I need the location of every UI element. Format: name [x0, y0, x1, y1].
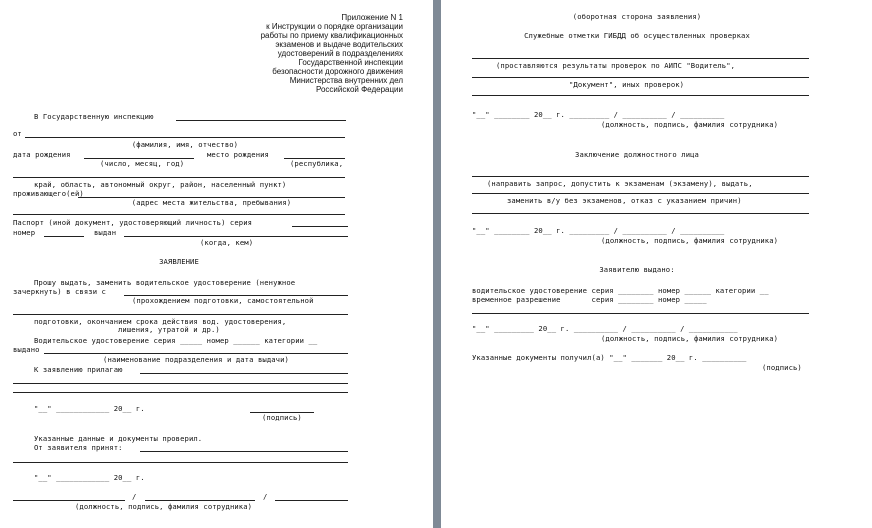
official-name-field[interactable] — [275, 500, 348, 501]
appendix-line: удостоверений в подразделениях — [277, 49, 403, 58]
checked-line-1: Указанные данные и документы проверил. — [34, 434, 203, 443]
passport-issued-hint: (когда, кем) — [200, 238, 254, 247]
checked-line-2: От заявителя принят: — [34, 443, 123, 452]
issued-temp-row: временное разрешение серия ________ номер _____ — [472, 295, 707, 304]
reason-hint-1: (прохождением подготовки, самостоятельной — [132, 296, 314, 305]
conclusion-field-2[interactable] — [472, 193, 809, 194]
appendix-line: Приложение N 1 — [341, 13, 403, 22]
reverse-side-title: (оборотная сторона заявления) — [572, 12, 702, 21]
conclusion-field[interactable] — [472, 176, 809, 177]
checks-hint-1: (проставляются результаты проверок по АИПС "Водитель", — [496, 61, 736, 70]
slash-separator: / — [263, 492, 268, 501]
application-back-page — [441, 0, 872, 528]
fio-field[interactable] — [25, 137, 345, 138]
passport-series-field[interactable] — [292, 226, 348, 227]
from-label: от — [13, 129, 22, 138]
appendix-line: Министерства внутренних дел — [289, 76, 403, 85]
issued-by-field[interactable] — [44, 353, 348, 354]
attached-label: К заявлению прилагаю — [34, 365, 123, 374]
address-hint: (адрес места жительства, пребывания) — [131, 198, 292, 207]
official-position-field[interactable] — [13, 500, 125, 501]
issued-to-title: Заявителю выдано: — [599, 265, 675, 274]
license-series-line: Водительское удостоверение серия _____ номер ______ категории __ — [34, 336, 318, 345]
applicant-date: "__" ____________ 20__ г. — [34, 404, 145, 413]
accepted-by-field-2[interactable] — [13, 462, 348, 463]
issued-official-hint: (должность, подпись, фамилия сотрудника) — [601, 334, 779, 343]
birth-place-field-2[interactable] — [13, 177, 345, 178]
issued-license-row: водительское удостоверение серия ________ номер ______ категории __ — [472, 286, 769, 295]
passport-number-label: номер — [13, 228, 36, 237]
conclusion-official-hint: (должность, подпись, фамилия сотрудника) — [601, 236, 779, 245]
region-hint: край, область, автономный округ, район, населенный пункт) — [34, 180, 287, 189]
attached-field[interactable] — [140, 373, 348, 374]
reason-hint-2: подготовки, окончанием срока действия вод. удостоверения, — [34, 317, 287, 326]
passport-issued-field[interactable] — [124, 236, 348, 237]
conclusion-hint-2: заменить в/у без экзаменов, отказ с указанием причин) — [507, 196, 742, 205]
received-signature-hint: (подпись) — [762, 363, 802, 372]
appendix-line: работы по приему квалификационных — [260, 31, 403, 40]
checks-official-hint: (должность, подпись, фамилия сотрудника) — [601, 120, 779, 129]
fio-hint: (фамилия, имя, отчество) — [131, 140, 239, 149]
service-marks-title: Служебные отметки ГИБДД об осуществленных проверках — [524, 31, 750, 40]
passport-label: Паспорт (иной документ, удостоверяющий личность) серия — [13, 218, 253, 227]
checks-field[interactable] — [472, 58, 809, 59]
to-inspection-label: В Государственную инспекцию — [34, 112, 154, 121]
request-line-1: Прошу выдать, заменить водительское удостоверение (ненужное — [34, 278, 296, 287]
republic-hint: (республика, — [290, 159, 344, 168]
slash-separator: / — [132, 492, 137, 501]
appendix-line: Российской Федерации — [316, 85, 403, 94]
appendix-line: экзаменов и выдаче водительских — [275, 40, 403, 49]
attached-field-3[interactable] — [13, 392, 348, 393]
appendix-line: безопасности дорожного движения — [272, 67, 403, 76]
issued-by-hint: (наименование подразделения и дата выдачи) — [103, 355, 289, 364]
application-title: ЗАЯВЛЕНИЕ — [159, 257, 199, 266]
accepted-by-field[interactable] — [140, 451, 348, 452]
inspection-field[interactable] — [176, 120, 346, 121]
signature-hint: (подпись) — [262, 413, 302, 422]
official-hint: (должность, подпись, фамилия сотрудника) — [75, 502, 253, 511]
accepted-date: "__" ____________ 20__ г. — [34, 473, 145, 482]
issued-field[interactable] — [472, 313, 809, 314]
appendix-line: к Инструкции о порядке организации — [266, 22, 403, 31]
request-line-2: зачеркнуть) в связи с — [13, 287, 106, 296]
resident-label: проживающего(ей) — [13, 189, 84, 198]
attached-field-2[interactable] — [13, 383, 348, 384]
conclusion-date-line: "__" ________ 20__ г. _________ / __________ / __________ — [472, 226, 725, 235]
passport-issued-label: выдан — [94, 228, 117, 237]
conclusion-title: Заключение должностного лица — [575, 150, 699, 159]
checks-date-line: "__" ________ 20__ г. _________ / __________ / __________ — [472, 110, 725, 119]
issued-by-label: выдано — [13, 345, 40, 354]
checks-field-3[interactable] — [472, 95, 809, 96]
page-divider — [433, 0, 441, 528]
official-signature-field[interactable] — [145, 500, 255, 501]
passport-number-field[interactable] — [44, 236, 84, 237]
conclusion-field-3[interactable] — [472, 213, 809, 214]
reason-field-2[interactable] — [13, 314, 348, 315]
received-line: Указанные документы получил(а) "__" _______ 20__ г. __________ — [472, 353, 747, 362]
conclusion-hint-1: (направить запрос, допустить к экзаменам (экзамену), выдать, — [487, 179, 753, 188]
application-front-page — [0, 0, 433, 528]
reason-hint-3: лишения, утратой и др.) — [118, 325, 220, 334]
appendix-line: Государственной инспекции — [298, 58, 403, 67]
issued-date-line: "__" _________ 20__ г. __________ / __________ / ___________ — [472, 324, 738, 333]
address-field-2[interactable] — [13, 214, 345, 215]
birth-date-label: дата рождения — [13, 150, 71, 159]
checks-hint-2: "Документ", иных проверок) — [569, 80, 685, 89]
birth-place-label: место рождения — [207, 150, 269, 159]
birth-date-hint: (число, месяц, год) — [100, 159, 185, 168]
checks-field-2[interactable] — [472, 77, 809, 78]
